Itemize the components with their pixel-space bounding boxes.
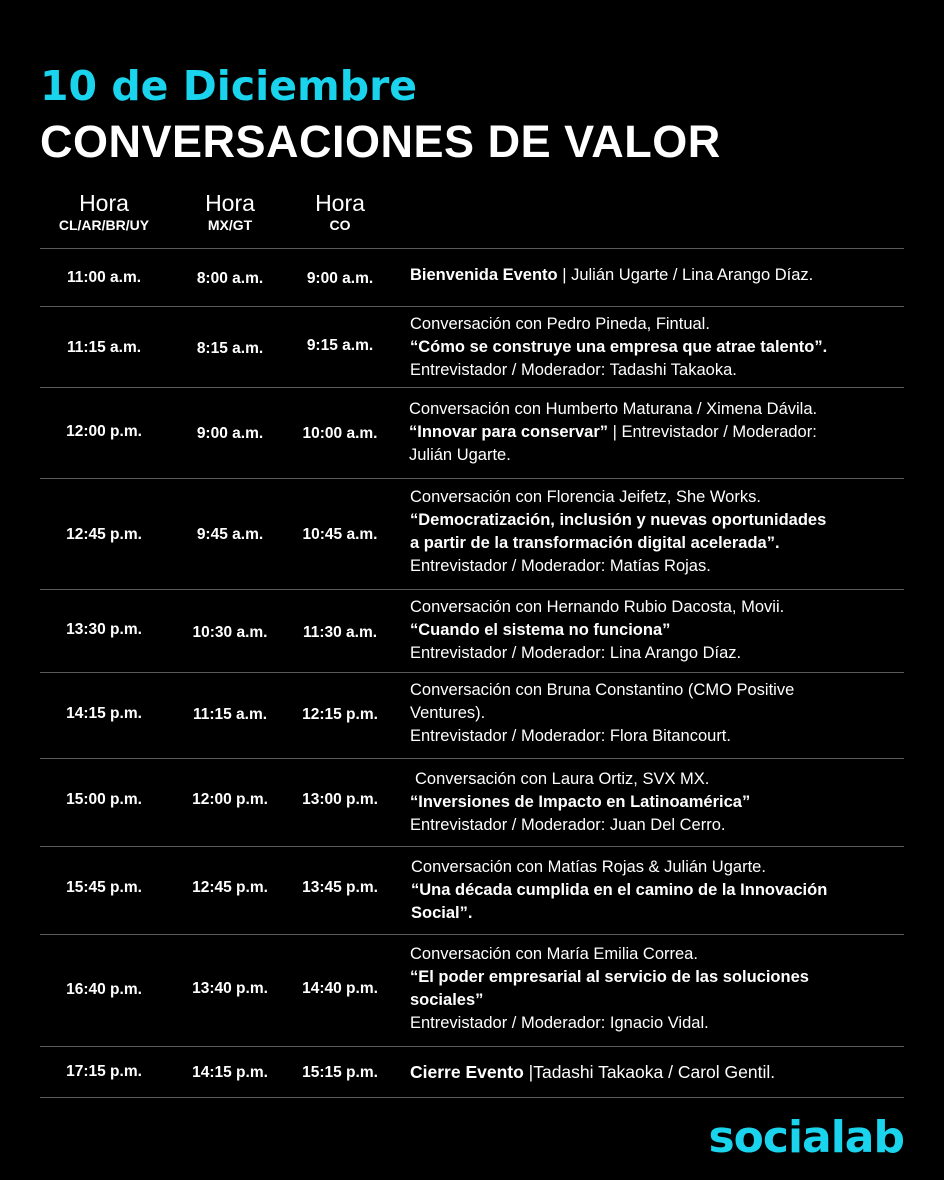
time-cl: 17:15 p.m. <box>66 1063 142 1080</box>
session-title: “Innovar para conservar” <box>409 423 608 441</box>
time-cl: 11:00 a.m. <box>66 269 142 286</box>
time-cl: 11:15 a.m. <box>66 339 142 356</box>
session-title: Cierre Evento <box>410 1062 524 1082</box>
time-cl: 13:30 p.m. <box>66 621 142 638</box>
divider <box>40 934 904 935</box>
divider <box>40 248 904 249</box>
divider <box>40 846 904 847</box>
column-label: Hora <box>79 190 129 216</box>
column-header-mx <box>180 192 280 232</box>
divider <box>40 1046 904 1047</box>
divider <box>40 672 904 673</box>
session-description <box>410 486 910 578</box>
session-speaker: Conversación con María Emilia Correa. <box>410 945 698 963</box>
session-speaker: Conversación con Pedro Pineda, Fintual. <box>410 315 710 333</box>
session-speaker: Conversación con Hernando Rubio Dacosta, Movii. <box>410 598 785 616</box>
column-label: Hora <box>315 190 365 216</box>
session-description <box>410 596 910 665</box>
divider <box>40 478 904 479</box>
session-description <box>410 313 910 382</box>
session-title: “El poder empresarial al servicio de las soluciones <box>410 968 809 986</box>
divider <box>40 589 904 590</box>
session-title-cont: Social”. <box>411 904 473 922</box>
time-co: 13:00 p.m. <box>302 791 378 808</box>
time-mx: 14:15 p.m. <box>192 1064 268 1081</box>
time-cl: 15:00 p.m. <box>66 791 142 808</box>
session-description <box>409 398 909 467</box>
session-description <box>410 943 910 1035</box>
session-moderator: Entrevistador / Moderador: Matías Rojas. <box>410 557 711 575</box>
divider <box>40 387 904 388</box>
time-mx: 12:45 p.m. <box>192 879 268 896</box>
session-moderator: Entrevistador / Moderador: Lina Arango Díaz. <box>410 644 742 662</box>
session-description <box>410 679 910 748</box>
socialab-logo: socialab <box>708 1112 904 1163</box>
divider <box>40 758 904 759</box>
time-mx: 12:00 p.m. <box>192 791 268 808</box>
column-region: MX/GT <box>207 217 253 233</box>
time-mx: 8:00 a.m. <box>196 270 264 287</box>
session-title: “Democratización, inclusión y nuevas oportunidades <box>410 511 827 529</box>
divider <box>40 1097 904 1098</box>
time-mx: 9:45 a.m. <box>196 526 264 543</box>
time-co: 15:15 p.m. <box>302 1064 378 1081</box>
session-moderator: Entrevistador / Moderador: Ignacio Vidal. <box>410 1014 709 1032</box>
time-mx: 13:40 p.m. <box>192 980 268 997</box>
session-hosts: |Tadashi Takaoka / Carol Gentil. <box>523 1062 776 1082</box>
time-co: 9:15 a.m. <box>306 337 374 354</box>
session-title: Bienvenida Evento <box>410 266 558 284</box>
session-title: “Cómo se construye una empresa que atrae talento”. <box>410 338 828 356</box>
session-speaker: Conversación con Humberto Maturana / Ximena Dávila. <box>409 400 818 418</box>
session-hosts: | Julián Ugarte / Lina Arango Díaz. <box>557 266 814 284</box>
session-description <box>411 856 911 925</box>
time-co: 12:15 p.m. <box>302 706 378 723</box>
session-speaker: Conversación con Bruna Constantino (CMO Positive <box>410 681 795 699</box>
event-date: 10 de Diciembre <box>40 62 418 110</box>
session-moderator-label: | Entrevistador / Moderador: <box>608 423 817 441</box>
time-co: 10:45 a.m. <box>302 526 378 543</box>
time-co: 10:00 a.m. <box>302 425 378 442</box>
session-speaker: Conversación con Laura Ortiz, SVX MX. <box>415 770 710 788</box>
session-title-cont: a partir de la transformación digital acelerada”. <box>410 534 780 552</box>
session-speaker: Conversación con Matías Rojas & Julián Ugarte. <box>411 858 766 876</box>
column-label: Hora <box>205 190 255 216</box>
time-co: 11:30 a.m. <box>302 624 378 641</box>
session-title: “Una década cumplida en el camino de la Innovación <box>411 881 828 899</box>
session-moderator: Julián Ugarte. <box>409 446 511 464</box>
session-title: “Cuando el sistema no funciona” <box>410 621 671 639</box>
time-cl: 14:15 p.m. <box>66 705 142 722</box>
column-header-cl <box>40 192 168 232</box>
column-region: CL/AR/BR/UY <box>58 217 150 233</box>
time-co: 9:00 a.m. <box>306 270 374 287</box>
time-co: 13:45 p.m. <box>302 879 378 896</box>
session-speaker-cont: Ventures). <box>410 704 486 722</box>
time-cl: 15:45 p.m. <box>66 879 142 896</box>
page-title: CONVERSACIONES DE VALOR <box>40 116 721 167</box>
time-mx: 8:15 a.m. <box>196 340 264 357</box>
session-title: “Inversiones de Impacto en Latinoamérica” <box>410 793 751 811</box>
divider <box>40 306 904 307</box>
time-cl: 12:00 p.m. <box>66 423 142 440</box>
session-description <box>410 264 910 287</box>
time-mx: 11:15 a.m. <box>192 706 268 723</box>
time-mx: 9:00 a.m. <box>196 425 264 442</box>
time-mx: 10:30 a.m. <box>192 624 268 641</box>
session-moderator: Entrevistador / Moderador: Tadashi Takaoka. <box>410 361 737 379</box>
session-description <box>410 1061 910 1084</box>
session-speaker: Conversación con Florencia Jeifetz, She Works. <box>410 488 761 506</box>
time-cl: 12:45 p.m. <box>66 526 142 543</box>
session-description <box>410 768 910 837</box>
time-cl: 16:40 p.m. <box>66 981 142 998</box>
time-co: 14:40 p.m. <box>302 980 378 997</box>
column-region: CO <box>329 217 351 233</box>
session-moderator: Entrevistador / Moderador: Juan Del Cerro. <box>410 816 726 834</box>
session-moderator: Entrevistador / Moderador: Flora Bitancourt. <box>410 727 731 745</box>
session-title-cont: sociales” <box>410 991 484 1009</box>
column-header-co <box>290 192 390 232</box>
